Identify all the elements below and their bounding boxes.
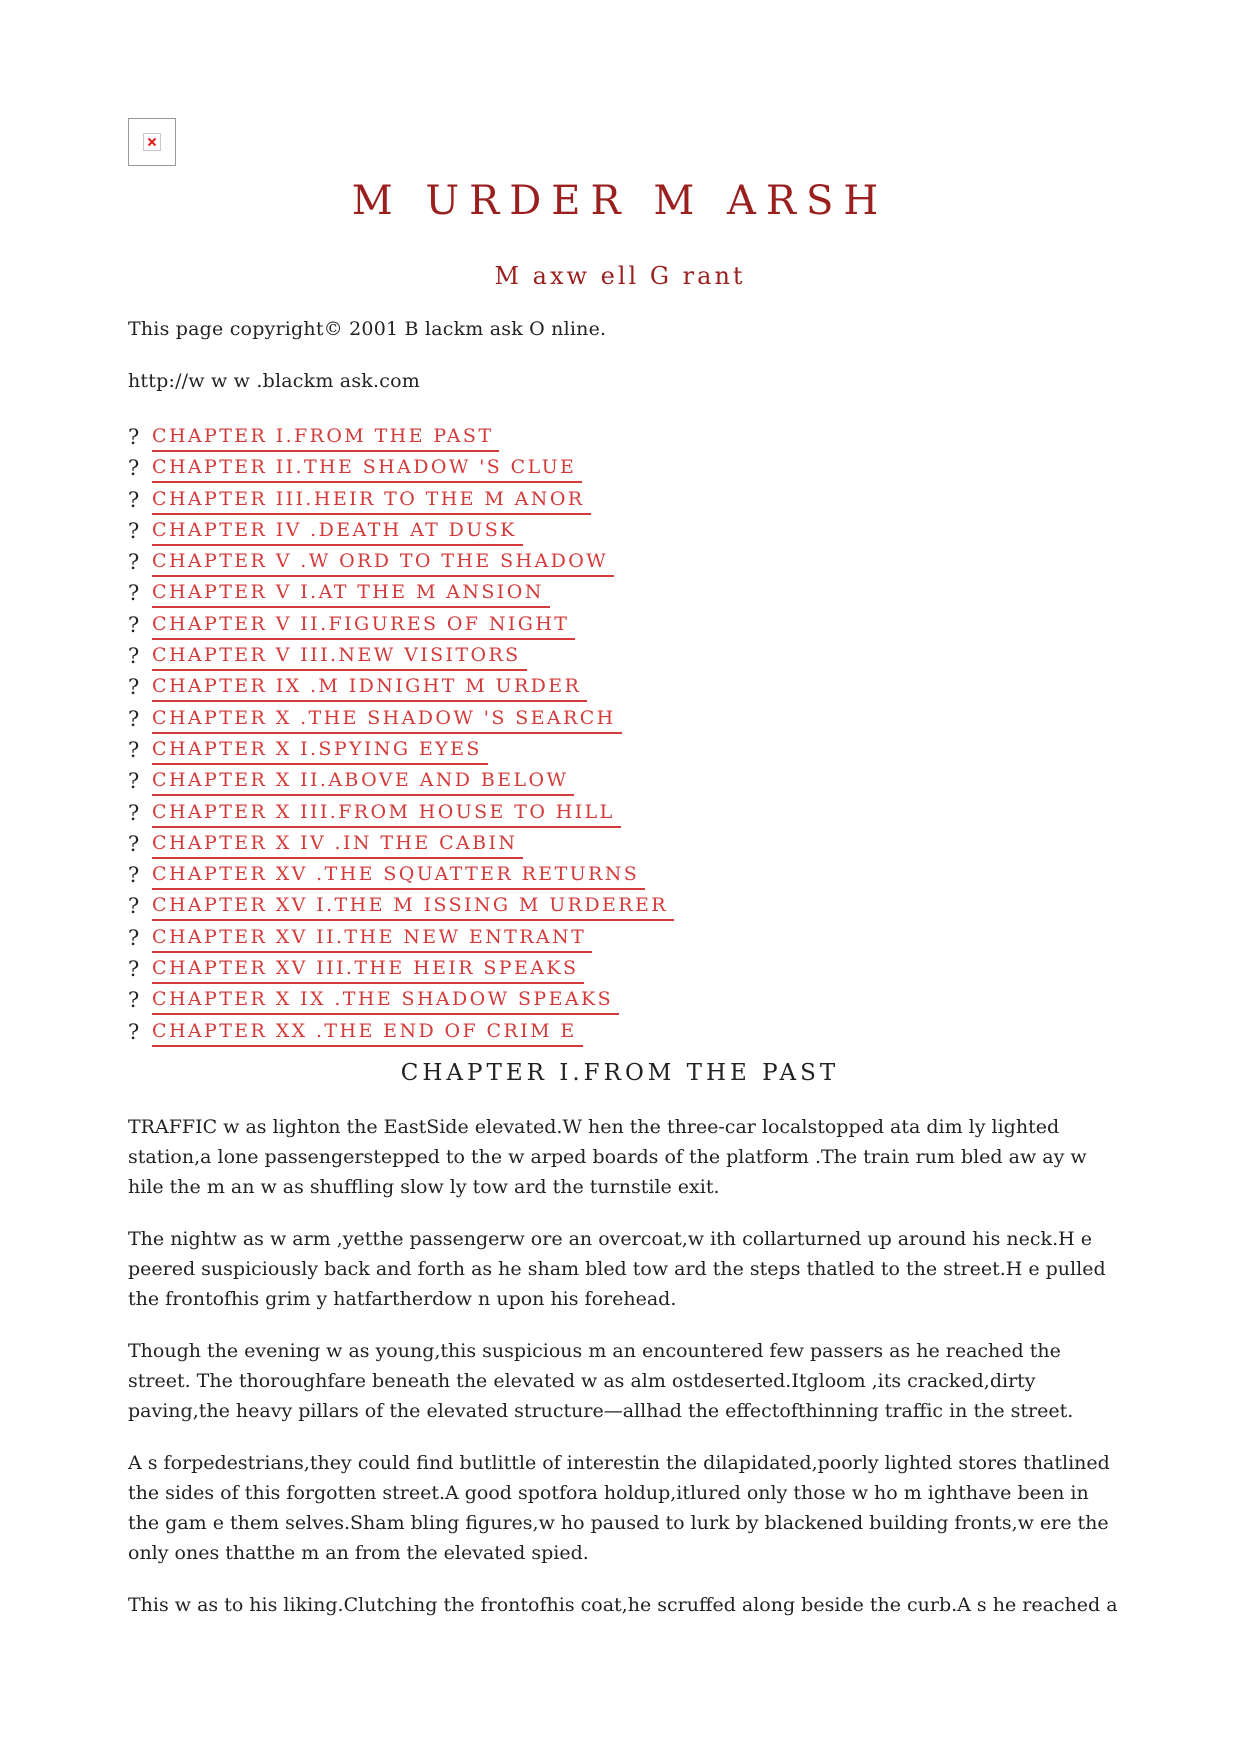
toc-item	[128, 800, 674, 831]
toc-link[interactable]: CHAPTER X IV .IN THE CABIN	[152, 831, 523, 859]
toc-bullet: ?	[128, 831, 140, 856]
broken-image-icon	[143, 133, 161, 151]
toc-bullet: ?	[128, 957, 140, 982]
body-paragraph: Though the evening w as young,this suspicious m an encountered few passers as he reached the street. The thoroughfare beneath the elevated w as alm ostdeserted.Itgloom ,its cracked,dirty paving,the heavy pillars of the elevated structure—allhad the effectofthinning traffic in the street.	[128, 1340, 1074, 1422]
toc-bullet: ?	[128, 769, 140, 794]
toc-bullet: ?	[128, 675, 140, 700]
toc-link[interactable]: CHAPTER XV I.THE M ISSING M URDERER	[152, 893, 674, 921]
toc-link[interactable]: CHAPTER V .W ORD TO THE SHADOW	[152, 549, 614, 577]
toc-item	[128, 487, 674, 518]
toc-item	[128, 580, 674, 611]
toc-item	[128, 737, 674, 768]
body-paragraph: The nightw as w arm ,yetthe passengerw ore an overcoat,w ith collarturned up around his neck.H e peered suspiciously back and forth as he sham bled tow ard the steps thatled to the street.H e pulled the frontofhis grim y hatfartherdow n upon his forehead.	[128, 1228, 1106, 1310]
toc-item	[128, 925, 674, 956]
toc-link[interactable]: CHAPTER V II.FIGURES OF NIGHT	[152, 612, 575, 640]
broken-image-placeholder	[128, 118, 176, 166]
toc-item	[128, 549, 674, 580]
toc-item	[128, 424, 674, 455]
chapter-heading: CHAPTER I.FROM THE PAST	[400, 1060, 840, 1086]
toc-bullet: ?	[128, 425, 140, 449]
toc-bullet: ?	[128, 456, 140, 481]
toc-bullet: ?	[128, 988, 140, 1013]
toc-link[interactable]: CHAPTER I.FROM THE PAST	[152, 424, 499, 452]
toc-link[interactable]: CHAPTER XV .THE SQUATTER RETURNS	[152, 862, 645, 890]
toc-item	[128, 643, 674, 674]
toc-item	[128, 706, 674, 737]
toc-link[interactable]: CHAPTER XX .THE END OF CRIM E	[152, 1019, 583, 1047]
toc-item	[128, 768, 674, 799]
close-icon	[147, 137, 157, 147]
toc-link[interactable]: CHAPTER II.THE SHADOW 'S CLUE	[152, 455, 582, 483]
toc-item	[128, 518, 674, 549]
toc-bullet: ?	[128, 518, 140, 543]
toc-item	[128, 612, 674, 643]
toc-link[interactable]: CHAPTER III.HEIR TO THE M ANOR	[152, 487, 591, 515]
toc-bullet: ?	[128, 487, 140, 512]
toc-item	[128, 956, 674, 987]
book-title: M URDER M ARSH	[351, 178, 889, 224]
toc-link[interactable]: CHAPTER XV III.THE HEIR SPEAKS	[152, 956, 584, 984]
toc-link[interactable]: CHAPTER IV .DEATH AT DUSK	[152, 518, 523, 546]
toc-link[interactable]: CHAPTER X II.ABOVE AND BELOW	[152, 768, 574, 796]
toc-link[interactable]: CHAPTER X I.SPYING EYES	[152, 737, 488, 765]
toc-bullet: ?	[128, 894, 140, 919]
toc-bullet: ?	[128, 925, 140, 950]
body-paragraph: This w as to his liking.Clutching the frontofhis coat,he scruffed along beside the curb.A s he reached a	[128, 1594, 1118, 1616]
toc-bullet: ?	[128, 644, 140, 669]
body-paragraph: TRAFFIC w as lighton the EastSide elevated.W hen the three-car localstopped ata dim ly lighted station,a lone passengerstepped to the w arped boards of the platform .The train rum bled aw ay w hile the m an w as shuffling slow ly tow ard the turnstile exit.	[128, 1116, 1087, 1198]
toc-item	[128, 862, 674, 893]
toc-link[interactable]: CHAPTER V III.NEW VISITORS	[152, 643, 527, 671]
toc-item	[128, 893, 674, 924]
toc-item	[128, 987, 674, 1018]
toc-link[interactable]: CHAPTER IX .M IDNIGHT M URDER	[152, 674, 587, 702]
toc-link[interactable]: CHAPTER X .THE SHADOW 'S SEARCH	[152, 706, 622, 734]
toc-item	[128, 1019, 674, 1050]
toc-item	[128, 674, 674, 705]
toc-item	[128, 831, 674, 862]
toc-link[interactable]: CHAPTER X III.FROM HOUSE TO HILL	[152, 800, 621, 828]
source-url: http://w w w .blackm ask.com	[128, 370, 420, 392]
book-author: M axw ell G rant	[494, 262, 746, 290]
toc-bullet: ?	[128, 1019, 140, 1044]
toc-link[interactable]: CHAPTER X IX .THE SHADOW SPEAKS	[152, 987, 619, 1015]
toc-link[interactable]: CHAPTER XV II.THE NEW ENTRANT	[152, 925, 592, 953]
toc-bullet: ?	[128, 800, 140, 825]
toc-bullet: ?	[128, 581, 140, 606]
body-paragraph: A s forpedestrians,they could find butlittle of interestin the dilapidated,poorly lighted stores thatlined the sides of this forgotten street.A good spotfora holdup,itlured only those w ho m ighthave been in the gam e them selves.Sham bling figures,w ho paused to lurk by blackened building fronts,w ere the only ones thatthe m an from the elevated spied.	[128, 1452, 1110, 1564]
toc-bullet: ?	[128, 863, 140, 888]
table-of-contents	[128, 424, 674, 1050]
toc-link[interactable]: CHAPTER V I.AT THE M ANSION	[152, 580, 550, 608]
toc-bullet: ?	[128, 706, 140, 731]
toc-bullet: ?	[128, 550, 140, 575]
toc-bullet: ?	[128, 737, 140, 762]
toc-bullet: ?	[128, 612, 140, 637]
toc-item	[128, 455, 674, 486]
copyright-notice: This page copyright© 2001 B lackm ask O nline.	[128, 318, 607, 340]
